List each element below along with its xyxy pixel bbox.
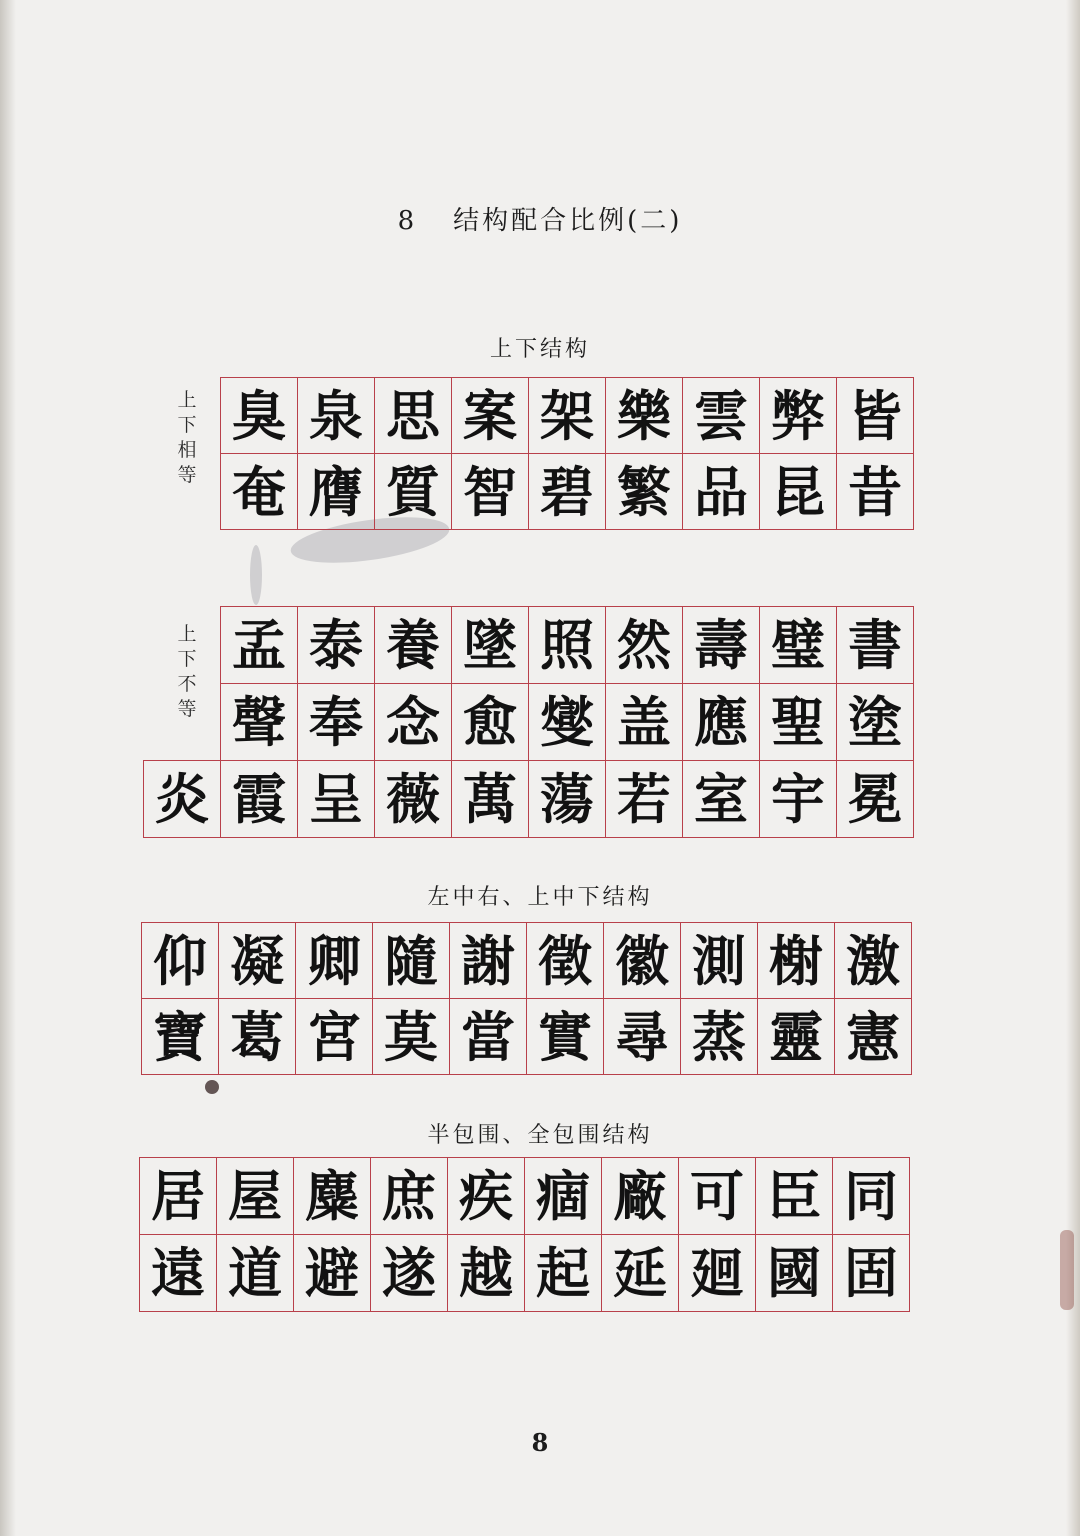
character-cell: 智 (452, 454, 529, 530)
grid-row (142, 999, 912, 1075)
character-cell: 越 (448, 1235, 525, 1312)
character-cell: 碧 (529, 454, 606, 530)
character-cell: 徽 (604, 923, 681, 999)
section-title-top-bottom: 上下结构 (489, 337, 590, 362)
character-cell: 壽 (683, 607, 760, 684)
section-title-left-mid-right: 左中右、上中下结构 (427, 885, 653, 910)
character-cell: 遠 (140, 1235, 217, 1312)
blank-cell (144, 607, 221, 684)
character-cell: 痼 (525, 1158, 602, 1235)
ink-stain (205, 1080, 219, 1094)
character-cell: 謝 (450, 923, 527, 999)
character-cell: 聲 (221, 684, 298, 761)
character-cell: 遂 (371, 1235, 448, 1312)
grid-row (140, 1158, 910, 1235)
character-cell: 泰 (298, 607, 375, 684)
grid-row (221, 378, 914, 454)
character-cell: 測 (681, 923, 758, 999)
section-title-enclosure: 半包围、全包围结构 (427, 1123, 653, 1148)
character-cell: 奉 (298, 684, 375, 761)
character-cell: 若 (606, 761, 683, 838)
character-cell: 泉 (298, 378, 375, 454)
character-cell: 榭 (758, 923, 835, 999)
grid-row (140, 1235, 910, 1312)
character-cell: 居 (140, 1158, 217, 1235)
grid-row (144, 761, 914, 838)
label-top-bottom-unequal: 上 下 不 等 (177, 623, 197, 720)
character-cell: 臭 (221, 378, 298, 454)
grid-row (142, 923, 912, 999)
character-cell: 隨 (373, 923, 450, 999)
character-cell: 庶 (371, 1158, 448, 1235)
character-cell: 起 (525, 1235, 602, 1312)
character-cell: 寶 (142, 999, 219, 1075)
character-cell: 宮 (296, 999, 373, 1075)
character-cell: 盖 (606, 684, 683, 761)
character-cell: 屋 (217, 1158, 294, 1235)
label-top-bottom-equal: 上 下 相 等 (177, 389, 197, 486)
grid-left-mid-right (141, 922, 912, 1075)
character-cell: 尋 (604, 999, 681, 1075)
character-cell: 昔 (837, 454, 914, 530)
character-cell: 應 (683, 684, 760, 761)
blank-cell (144, 684, 221, 761)
character-cell: 國 (756, 1235, 833, 1312)
character-cell: 蕩 (529, 761, 606, 838)
character-cell: 可 (679, 1158, 756, 1235)
character-cell: 徵 (527, 923, 604, 999)
character-cell: 奄 (221, 454, 298, 530)
character-cell: 延 (602, 1235, 679, 1312)
title-text: 结构配合比例(二) (453, 206, 683, 236)
character-cell: 廠 (602, 1158, 679, 1235)
character-cell: 品 (683, 454, 760, 530)
character-cell: 疾 (448, 1158, 525, 1235)
character-cell: 質 (375, 454, 452, 530)
character-cell: 聖 (760, 684, 837, 761)
character-cell: 呈 (298, 761, 375, 838)
character-cell: 照 (529, 607, 606, 684)
character-cell: 皆 (837, 378, 914, 454)
character-cell: 璧 (760, 607, 837, 684)
grid-top-bottom-equal (220, 377, 914, 530)
character-cell: 冕 (837, 761, 914, 838)
character-cell: 宇 (760, 761, 837, 838)
character-cell: 凝 (219, 923, 296, 999)
character-cell: 實 (527, 999, 604, 1075)
character-cell: 案 (452, 378, 529, 454)
character-cell: 愈 (452, 684, 529, 761)
character-cell: 麋 (294, 1158, 371, 1235)
character-cell: 同 (833, 1158, 910, 1235)
character-cell: 萬 (452, 761, 529, 838)
page-number: 8 (531, 1428, 549, 1457)
character-cell: 蒸 (681, 999, 758, 1075)
grid-enclosure (139, 1157, 910, 1312)
character-cell: 弊 (760, 378, 837, 454)
character-cell: 養 (375, 607, 452, 684)
character-cell: 室 (683, 761, 760, 838)
character-cell: 固 (833, 1235, 910, 1312)
character-cell: 燮 (529, 684, 606, 761)
character-cell: 廻 (679, 1235, 756, 1312)
character-cell: 莫 (373, 999, 450, 1075)
character-cell: 書 (837, 607, 914, 684)
title-number: 8 (397, 206, 418, 236)
character-cell: 薇 (375, 761, 452, 838)
character-cell: 墜 (452, 607, 529, 684)
character-cell: 念 (375, 684, 452, 761)
character-cell: 靈 (758, 999, 835, 1075)
grid-top-bottom-unequal (143, 606, 914, 838)
page-title (0, 200, 1080, 237)
character-cell: 臣 (756, 1158, 833, 1235)
ink-stain (250, 545, 262, 605)
ink-stain (1060, 1230, 1074, 1310)
grid-row (144, 607, 914, 684)
character-cell: 膺 (298, 454, 375, 530)
grid-row (144, 684, 914, 761)
character-cell: 仰 (142, 923, 219, 999)
character-cell: 卿 (296, 923, 373, 999)
character-cell: 葛 (219, 999, 296, 1075)
character-cell: 憲 (835, 999, 912, 1075)
character-cell: 然 (606, 607, 683, 684)
character-cell: 昆 (760, 454, 837, 530)
character-cell: 塗 (837, 684, 914, 761)
grid-row (221, 454, 914, 530)
character-cell: 樂 (606, 378, 683, 454)
character-cell: 炎 (144, 761, 221, 838)
character-cell: 孟 (221, 607, 298, 684)
character-cell: 當 (450, 999, 527, 1075)
character-cell: 架 (529, 378, 606, 454)
character-cell: 繁 (606, 454, 683, 530)
character-cell: 霞 (221, 761, 298, 838)
character-cell: 思 (375, 378, 452, 454)
character-cell: 激 (835, 923, 912, 999)
character-cell: 道 (217, 1235, 294, 1312)
character-cell: 避 (294, 1235, 371, 1312)
character-cell: 雲 (683, 378, 760, 454)
